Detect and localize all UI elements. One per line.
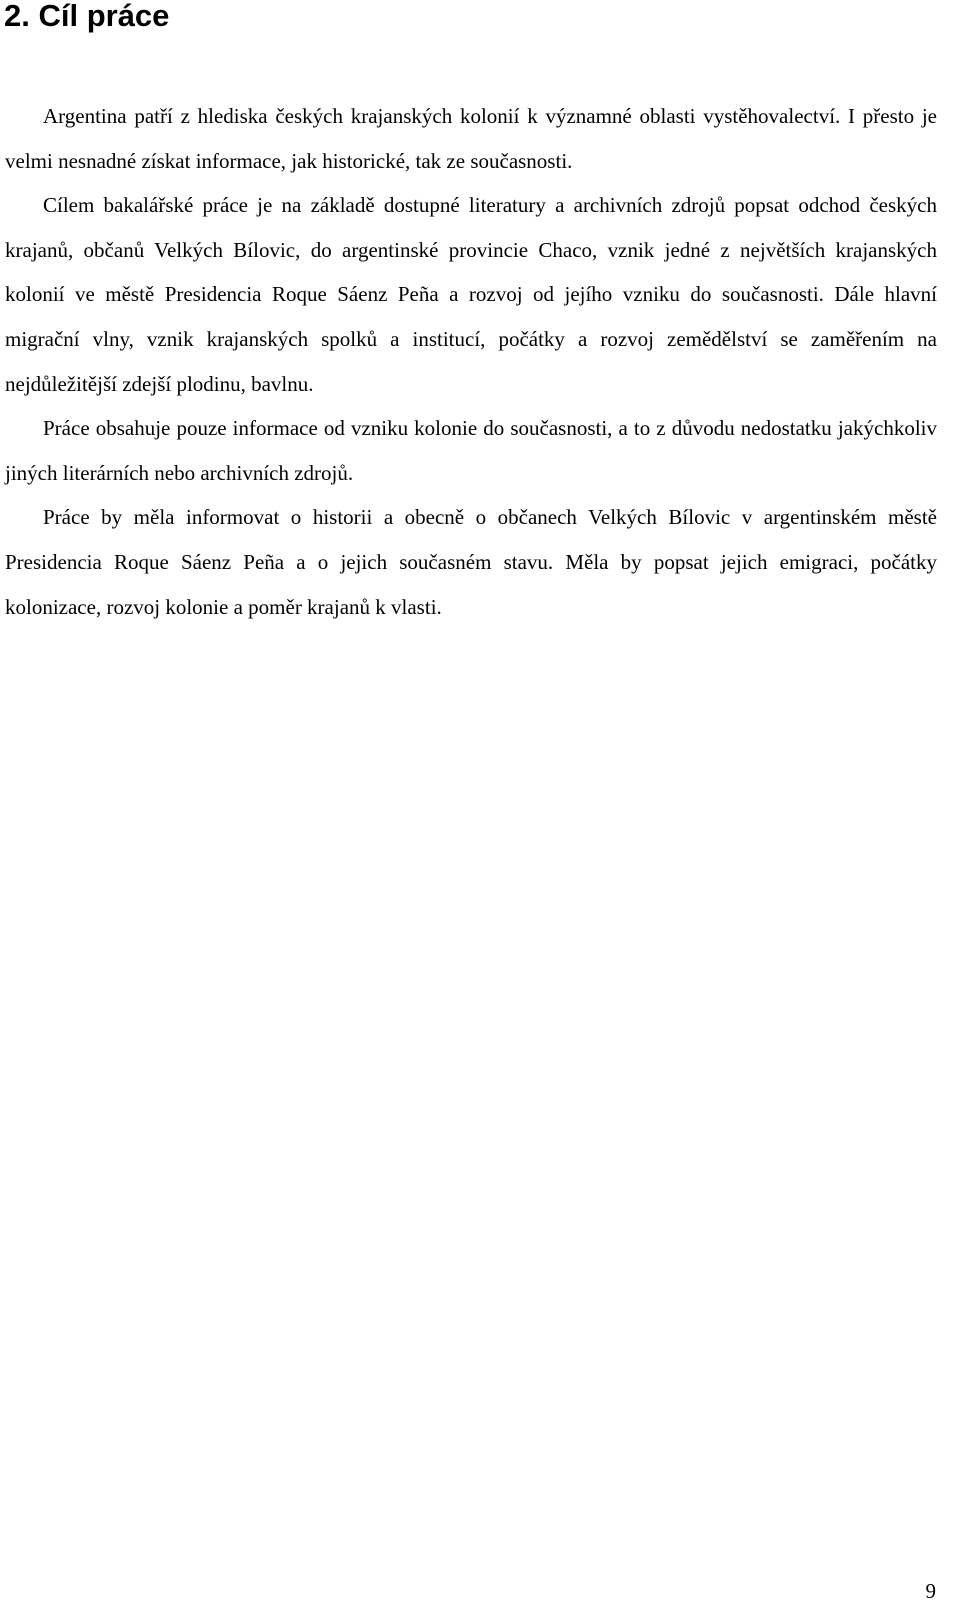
paragraph-purpose: Práce by měla informovat o historii a obecně o občanech Velkých Bílovic v argentinském městě Presidencia Roque Sáenz Peña a o jejich současném stavu. Měla by popsat jejich emigraci, počátky kolonizace, rozvoj kolonie a poměr krajanů k vlasti. bbox=[5, 505, 937, 619]
body-text bbox=[5, 94, 937, 629]
page-number: 9 bbox=[925, 1579, 936, 1603]
section-heading: 2. Cíl práce bbox=[4, 0, 170, 33]
paragraph-scope: Práce obsahuje pouze informace od vzniku kolonie do současnosti, a to z důvodu nedostatku jakýchkoliv jiných literárních nebo archivních zdrojů. bbox=[5, 416, 937, 485]
paragraph-intro: Argentina patří z hlediska českých krajanských kolonií k významné oblasti vystěhovalectví. I přesto je velmi nesnadné získat informace, jak historické, tak ze současnosti. bbox=[5, 104, 937, 173]
paragraph-goal: Cílem bakalářské práce je na základě dostupné literatury a archivních zdrojů popsat odchod českých krajanů, občanů Velkých Bílovic, do argentinské provincie Chaco, vznik jedné z největších krajanských kolonií ve městě Presidencia Roque Sáenz Peña a rozvoj od jejího vzniku do současnosti. Dále hlavní migrační vlny, vznik krajanských spolků a institucí, počátky a rozvoj zemědělství se zaměřením na nejdůležitější zdejší plodinu, bavlnu. bbox=[5, 193, 937, 396]
